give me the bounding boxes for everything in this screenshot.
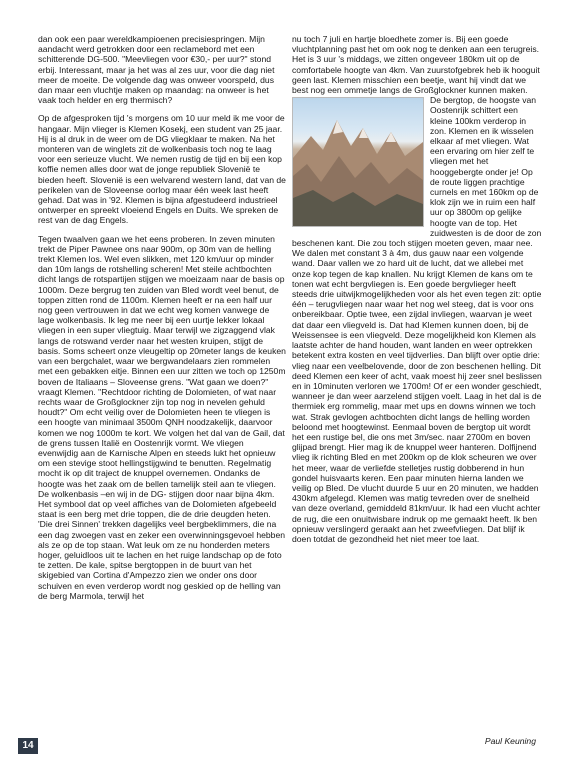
paragraph: De bergtop, de hoogste van Oostenrijk schittert een kleine 100km verderop in zon. Klemen en ik wisselen elkaar af met vliegen. Wat een ervaring om hier zelf te vliegen met het hooggebergte onder je! Op de route liggen prachtige curnels en met 160km op de klok zijn we in ruim een half uur op 3800m op gelijke hoogte van de top. Het zuidwesten is de door de zon beschenen kant. Die zou toch stijgen moeten geven, maar nee. We dalen met constant 3 à 4m, dus gauw naar een volgende wand. Daar vallen we zo hard uit de lucht, dat we allebei met onze kop tegen de kap knallen. Nu krijgt Klemen de kans om te tonen wat echt bergvliegen is. Een goede bergvlieger heeft steeds drie uitwijkmogelijkheden voor als het even tegen zit: optie één – terugvliegen naar waar het nog wel steeg, dat is voor ons onbereikbaar. Optie twee, een zijdal invliegen, waarvan je weet dat daar een vliegveld is. Dat had Klemen kunnen doen, bij de Weissensee is een vliegveld. Deze mogelijkheid kon Klemen als laatste achter de hand houden, want landen en weer optrekken betekent extra kosten en veel tijdverlies. Dan blijft over optie drie: vlieg naar een veelbelovende, door de zon beschenen helling. Dit deed Klemen een keer of acht, vaak moest hij zeer snel beslissen en in 10minuten verloren we 1700m! Of er een wonder geschiedt, wanneer je dan weer aarzelend stijgen voelt. Laag in het dal is de thermiek erg rommelig, maar met ups en downs winnen we toch wat. Strak gevlogen achtbochten dicht langs de helling worden beloond met hoogtewinst. Eenmaal boven de bergtop uit wordt het een rustige bel, die ons met 3m/sec. naar 2700m en boven glijpad brengt. Hier mag ik de knuppel weer hanteren. Dolfijnend vlieg ik richting Bled en met 200km op de klok scheuren we over het meer, waar de verliefde stelletjes rustig dobberend in hun gondel huisvaarts keren. Een paar minuten hierna landen we veilig op Bled. De vlucht duurde 5 uur en 20 minuten, we hadden 430km afgelegd. Klemen was matig tevreden over de snelheid van deze overland, gemiddeld 81km/uur. Ik had een vlucht achter de rug, die een onuitwisbare indruk op me gemaakt heeft. Ik ben opnieuw verslingerd geraakt aan het zweefvliegen. Dat blijf ik doen totdat de gezondheid het niet meer toe laat. — [292, 95, 542, 544]
right-column — [292, 34, 542, 544]
author-signature: Paul Keuning — [484, 736, 536, 746]
page-number: 14 — [18, 738, 38, 754]
paragraph: Op de afgesproken tijd 's morgens om 10 uur meld ik me voor de hangaar. Mijn vlieger is Klemen Kosekj, een student van 25 jaar. Hij is al druk in de weer om de DG vliegklaar te maken. Na het monteren van de winglets zit de wolkenbasis toch nog te laag voor een serieuze vlucht. We nemen rustig de tijd en bij een kop koffie nemen alles door wat de jonge republiek Slovenië te bieden heeft. Slovenië is een welvarend western land, dat van de perikelen van de Sloveense oorlog maar één week last heeft gehad. Dat was in '92. Klemen is bijna afgestudeerd industrieel ontwerper en spreekt vloeiend Engels en Duits. We spreken de rest van de dag Engels. — [38, 113, 286, 226]
paragraph: Tegen twaalven gaan we het eens proberen. In zeven minuten trekt de Piper Pawnee ons naar 900m, op 30m van de helling trekt Klemen los. Wel even slikken, met 120 km/uur op minder dan 10m langs de rotshelling scheren! Met steile achtbochten dicht langs de rotspartijen stijgen we moeizaam naar de basis op 1000m. Deze bergrug ten zuiden van Bled wordt veel benut, de toppen zitten rond de 1100m. Klemen heeft er na een half uur nog geen vertrouwen in dat we echt weg komen vanwege de lage wolkenbasis. Ik leg me neer bij een uurtje lekker lokaal vliegen in een super vliegtuig. Maar terwijl we zigzaggend vlak langs de rotswand verder naar het westen kruipen, stijgt de basis. Soms scheert onze vleugeltip op 20meter langs de keuken van een bergchalet, waar we bergwandelaars zien rommelen met een gebakken eitje. Binnen een uur zitten we toch op 1250m boven de Italiaans – Sloveense grens. "Wat gaan we doen?" vraagt Klemen. "Rechtdoor richting de Dolomieten, of wat naar rechts waar de Großglockner zijn top nog in nevelen gehuld houdt?" Om echt veilig over de Dolomieten heen te vliegen is een hoogte van minimaal 3500m QNH noodzakelijk, daarvoor komen we nog 1000m te kort. We volgen het dal van de Gail, dat de grens tussen Italië en Oostenrijk vormt. We vliegen evenwijdig aan de Karnische Alpen en steeds lukt het opnieuw om een stevige stoot hellingstijgwind te benutten. Regelmatig mocht ik op dit traject de knuppel overnemen. Ondanks de hoogte was het zaak om de bellen tamelijk steil aan te vliegen. De wolkenbasis –en wij in de DG- stijgen door naar bijna 4km. Het symbool dat op veel affiches van de Dolomieten afgebeeld staat is een berg met drie toppen, die de drie deugden heten. 'Die drei Sinnen' trekken dagelijks veel bergbeklimmers, die na een dag zwoegen vast en zeker een overwinningsgevoel hebben als ze op de top staan. Wat leuk om ze nu honderden meters hoger, geluidloos uit te lachen en het ruige landschap op de foto te zetten. De kale, spitse bergtoppen in de buurt van het skigebied van Cortina d'Ampezzo zien we onder ons door schuiven en even verderop wordt nog geskied op de helling van de berg Marmola, terwijl het — [38, 233, 286, 601]
mountain-illustration — [293, 98, 423, 226]
mountain-photo — [292, 97, 424, 227]
left-column — [38, 34, 286, 609]
paragraph: dan ook een paar wereldkampioenen precisiespringen. Mijn aandacht werd getrokken door een reclamebord met een schitterende DG-500. "Meevliegen voor €30,- per uur?" stond erbij. Interessant, maar ja het was al zes uur, voor die dag niet meer de moeite. De volgende dag was onweer voorspeld, dus dan maar een vluchtje maken op maandag: na onweer is het vaak toch helder en erg thermisch? — [38, 34, 275, 106]
paragraph: nu toch 7 juli en hartje bloedhete zomer is. Bij een goede vluchtplanning past het om ook nog te denken aan een terugreis. Het is 3 uur 's middags, we zitten ongeveer 180km uit op de comfortabele hoogte van 4km. Van zuurstofgebrek heb ik hooguit geen last. Klemen misschien een beetje, want hij vindt dat we best nog een ommetje langs de Großglockner kunnen maken. — [292, 34, 540, 96]
